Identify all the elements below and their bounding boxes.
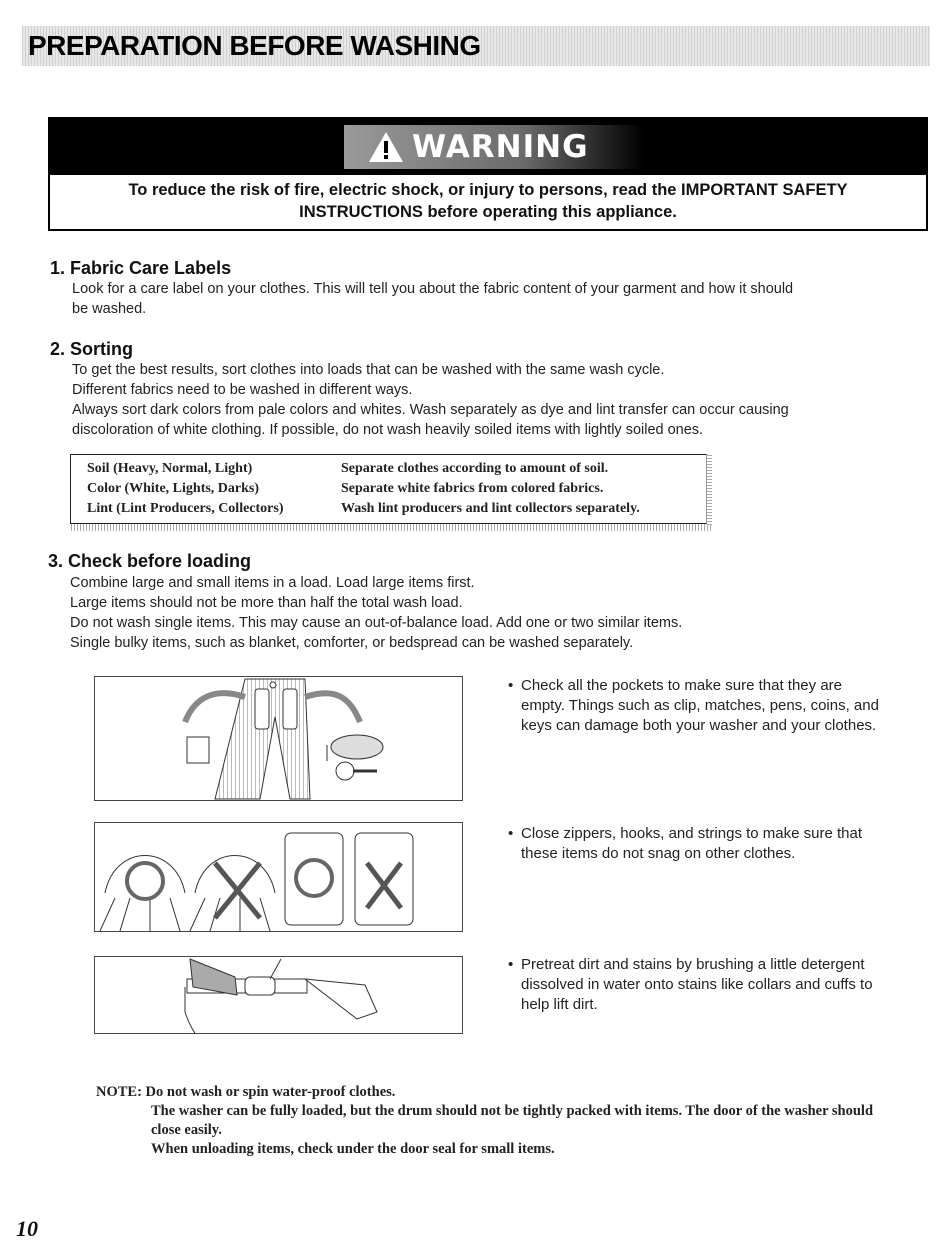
note-line: NOTE: Do not wash or spin water-proof clothes. [96,1084,396,1100]
fabric-care-paragraph [72,279,793,319]
note-block [96,1083,876,1159]
warning-box [48,117,928,231]
bullet-item [508,676,888,736]
warning-triangle-icon [368,131,404,163]
paragraph-line: Do not wash single items. This may cause an out-of-balance load. Add one or two similar items. [70,615,683,631]
bullet-item [508,824,888,864]
paragraph-line: be washed. [72,301,147,317]
check-before-loading-paragraph [70,573,682,653]
warning-text-line: To reduce the risk of fire, electric shock, or injury to persons, read the IMPORTANT SAFETY [128,181,848,199]
bullet-marker: • [508,677,514,694]
page-number: 10 [16,1216,38,1241]
warning-text-line: INSTRUCTIONS before operating this appliance. [299,203,677,221]
bullet-text: Pretreat dirt and stains by brushing a little detergent dissolved in water onto stains like collars and cuffs to help lift dirt. [521,956,873,1013]
warning-title: WARNING [412,129,589,165]
warning-header [50,119,926,175]
table-shadow [71,524,712,531]
pants-pocket-icon [95,677,462,800]
zipper-shirt-icon [95,823,462,931]
paragraph-line: Look for a care label on your clothes. This will tell you about the fabric content of your garment and how it should [72,281,794,297]
table-cell-instruction: Separate white fabrics from colored fabrics. [341,481,604,496]
table-cell-instruction: Wash lint producers and lint collectors separately. [341,501,640,516]
detergent-bottle-icon [95,957,462,1033]
pretreat-illustration [94,956,463,1034]
section-banner [22,26,930,66]
warning-title-pill [344,125,644,169]
section-title-check-before-loading: 3. Check before loading [48,551,252,571]
table-cell-category: Lint (Lint Producers, Collectors) [87,501,284,516]
bullet-item [508,955,888,1015]
paragraph-line: To get the best results, sort clothes into loads that can be washed with the same wash cycle. [72,362,665,378]
warning-text [50,175,926,223]
note-line: When unloading items, check under the door seal for small items. [151,1141,555,1157]
paragraph-line: Single bulky items, such as blanket, comforter, or bedspread can be washed separately. [70,635,634,651]
section-title-sorting: 2. Sorting [50,339,134,359]
table-cell-category: Color (White, Lights, Darks) [87,481,260,496]
paragraph-line: Always sort dark colors from pale colors and whites. Wash separately as dye and lint transfer can occur causing [72,402,789,418]
bullet-marker: • [508,956,514,973]
table-cell-instruction: Separate clothes according to amount of soil. [341,461,609,476]
zippers-illustration [94,822,463,932]
note-line: The washer can be fully loaded, but the drum should not be tightly packed with items. The door of the washer should close easily. [151,1103,874,1138]
bullet-text: Close zippers, hooks, and strings to make sure that these items do not snag on other clothes. [521,825,863,862]
bullet-text: Check all the pockets to make sure that they are empty. Things such as clip, matches, pens, coins, and keys can damage both your washer and your clothes. [521,677,879,734]
sorting-paragraph [72,360,789,440]
sorting-table [70,454,707,524]
table-cell-category: Soil (Heavy, Normal, Light) [87,461,253,476]
paragraph-line: Different fabrics need to be washed in different ways. [72,382,413,398]
paragraph-line: discoloration of white clothing. If possible, do not wash heavily soiled items with lightly soiled ones. [72,422,704,438]
page-title: PREPARATION BEFORE WASHING [28,30,481,61]
table-shadow [707,455,712,525]
bullet-marker: • [508,825,514,842]
paragraph-line: Combine large and small items in a load. Load large items first. [70,575,475,591]
section-title-fabric-care: 1. Fabric Care Labels [50,258,232,278]
paragraph-line: Large items should not be more than half the total wash load. [70,595,463,611]
pockets-illustration [94,676,463,801]
